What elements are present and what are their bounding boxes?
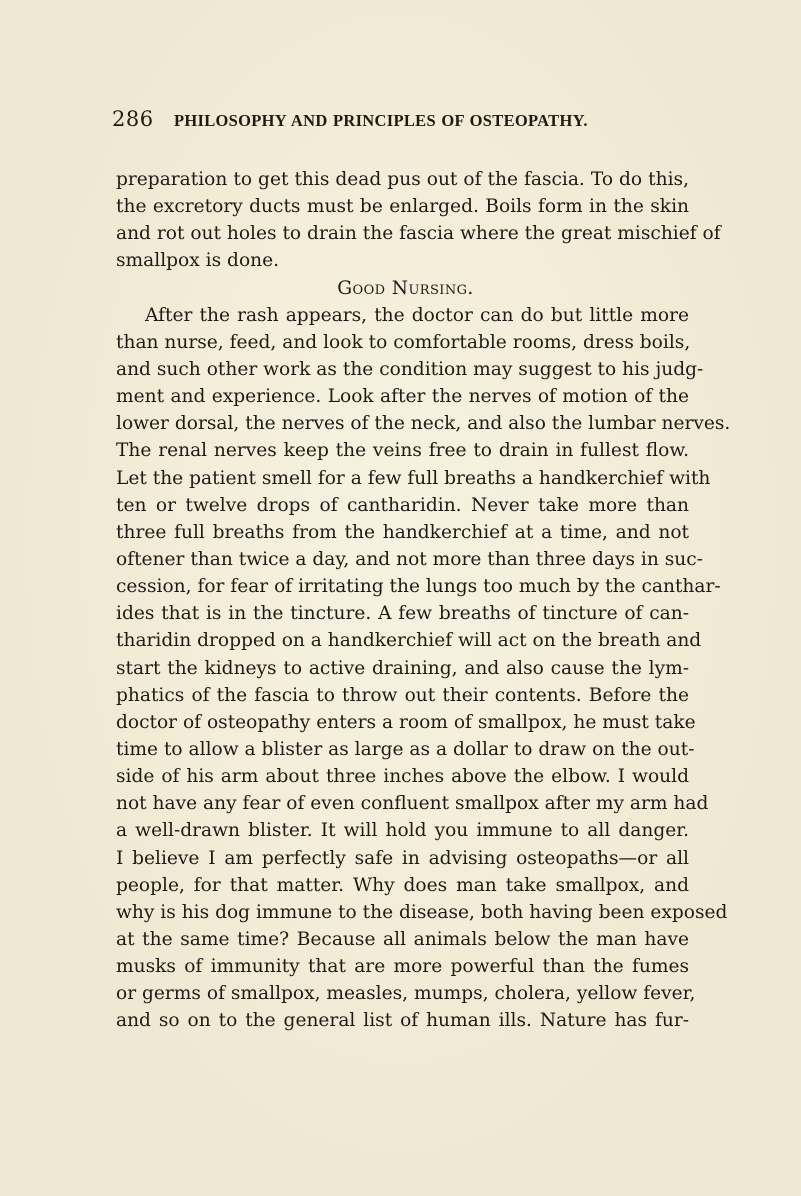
text-line: The renal nerves keep the veins free to drain in fullest flow.: [116, 440, 689, 462]
text-line: start the kidneys to active draining, and also cause the lym-: [116, 657, 689, 679]
text-line: a well-drawn blister. It will hold you immune to all danger.: [116, 820, 689, 842]
text-line: people, for that matter. Why does man take smallpox, and: [116, 874, 689, 896]
text-line: and so on to the general list of human ills. Nature has fur-: [116, 1010, 689, 1032]
text-line: ten or twelve drops of cantharidin. Never take more than: [116, 494, 689, 516]
text-line: musks of immunity that are more powerful than the fumes: [116, 956, 689, 978]
text-line: After the rash appears, the doctor can do but little more: [145, 304, 689, 326]
text-line: phatics of the fascia to throw out their contents. Before the: [116, 684, 689, 706]
text-line: not have any fear of even confluent smallpox after my arm had: [116, 793, 709, 815]
text-line: oftener than twice a day, and not more than three days in suc-: [116, 548, 703, 570]
text-line: cession, for fear of irritating the lungs too much by the canthar-: [116, 576, 721, 598]
text-line: preparation to get this dead pus out of the fascia. To do this,: [116, 169, 689, 190]
text-line: and rot out holes to drain the fascia where the great mischief of: [116, 223, 721, 245]
body-text: [116, 166, 731, 1035]
text-line: why is his dog immune to the disease, both having been exposed: [116, 901, 728, 923]
text-line: or germs of smallpox, measles, mumps, cholera, yellow fever,: [116, 983, 696, 1005]
text-line: smallpox is done.: [116, 250, 280, 272]
text-line: tharidin dropped on a handkerchief will act on the breath and: [116, 630, 702, 652]
running-head: [112, 107, 712, 137]
text-line: Let the patient smell for a few full breaths a handkerchief with: [116, 467, 711, 489]
running-title: PHILOSOPHY AND PRINCIPLES OF OSTEOPATHY.: [174, 111, 588, 130]
text-line: at the same time? Because all animals below the man have: [116, 928, 689, 950]
text-line: the excretory ducts must be enlarged. Boils form in the skin: [116, 196, 689, 218]
text-line: time to allow a blister as large as a dollar to draw on the out-: [116, 738, 695, 760]
text-line: doctor of osteopathy enters a room of smallpox, he must take: [116, 711, 696, 733]
text-line: and such other work as the condition may suggest to his judg-: [116, 358, 704, 380]
text-line: ment and experience. Look after the nerves of motion of the: [116, 386, 689, 408]
text-line: than nurse, feed, and look to comfortable rooms, dress boils,: [116, 331, 691, 353]
paragraph: [116, 166, 721, 275]
section-heading: Good Nursing.: [337, 277, 474, 299]
text-line: three full breaths from the handkerchief at a time, and not: [116, 521, 689, 543]
text-line: side of his arm about three inches above the elbow. I would: [116, 766, 689, 788]
paragraph: [116, 302, 731, 1035]
text-line: ides that is in the tincture. A few breaths of tincture of can-: [116, 603, 689, 625]
text-line: lower dorsal, the nerves of the neck, and also the lumbar nerves.: [116, 413, 731, 435]
text-line: I believe I am perfectly safe in advising osteopaths—or all: [116, 847, 689, 869]
page-number: 286: [112, 107, 154, 131]
